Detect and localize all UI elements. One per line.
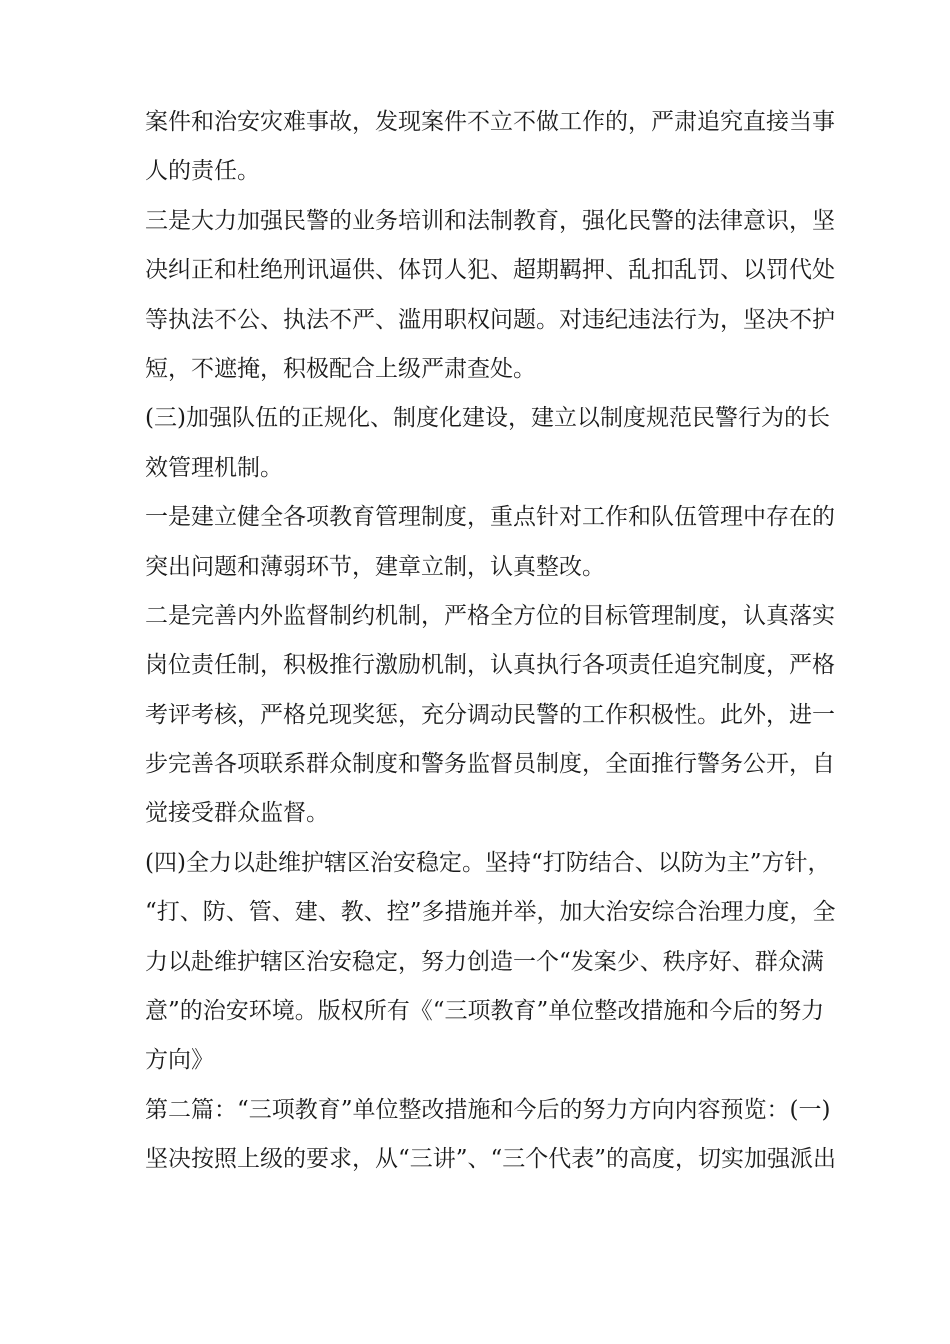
text-line: 决纠正和杜绝刑讯逼供、体罚人犯、超期羁押、乱扣乱罚、以罚代处 [145,257,835,284]
text-line: 突出问题和薄弱环节，建章立制，认真整改。 [145,553,605,580]
document-body [145,98,837,1185]
text-line: 短，不遮掩，积极配合上级严肃查处。 [145,355,536,382]
text-line: 一是建立健全各项教育管理制度，重点针对工作和队伍管理中存在的 [145,504,835,531]
text-line: 力以赴维护辖区治安稳定，努力创造一个“发案少、秩序好、群众满 [145,948,824,975]
text-line: 二是完善内外监督制约机制，严格全方位的目标管理制度，认真落实 [145,602,835,629]
text-line: 坚决按照上级的要求，从“三讲”、“三个代表”的高度，切实加强派出 [145,1146,837,1173]
text-line: 案件和治安灾难事故，发现案件不立不做工作的，严肃追究直接当事 [145,109,835,135]
text-line: 意”的治安环境。版权所有《“三项教育”单位整改措施和今后的努力 [145,998,825,1025]
text-line: (三)加强队伍的正规化、制度化建设，建立以制度规范民警行为的长 [145,405,830,432]
text-line: 第二篇：“三项教育”单位整改措施和今后的努力方向内容预览：(一) [145,1096,831,1123]
text-line: 岗位责任制，积极推行激励机制，认真执行各项责任追究制度，严格 [145,652,835,679]
text-line: 等执法不公、执法不严、滥用职权问题。对违纪违法行为，坚决不护 [145,306,835,333]
text-line: 人的责任。 [145,158,260,185]
text-line: 考评考核，严格兑现奖惩，充分调动民警的工作积极性。此外，进一 [145,701,835,728]
text-line: “打、防、管、建、教、控”多措施并举，加大治安综合治理力度，全 [145,899,836,926]
text-line: 觉接受群众监督。 [145,800,329,827]
text-line: 三是大力加强民警的业务培训和法制教育，强化民警的法律意识，坚 [145,207,835,234]
text-line: (四)全力以赴维护辖区治安稳定。坚持“打防结合、以防为主”方针， [145,849,831,876]
text-line: 效管理机制。 [145,454,283,481]
text-line: 方向》 [145,1047,214,1074]
text-line: 步完善各项联系群众制度和警务监督员制度，全面推行警务公开，自 [145,751,835,778]
